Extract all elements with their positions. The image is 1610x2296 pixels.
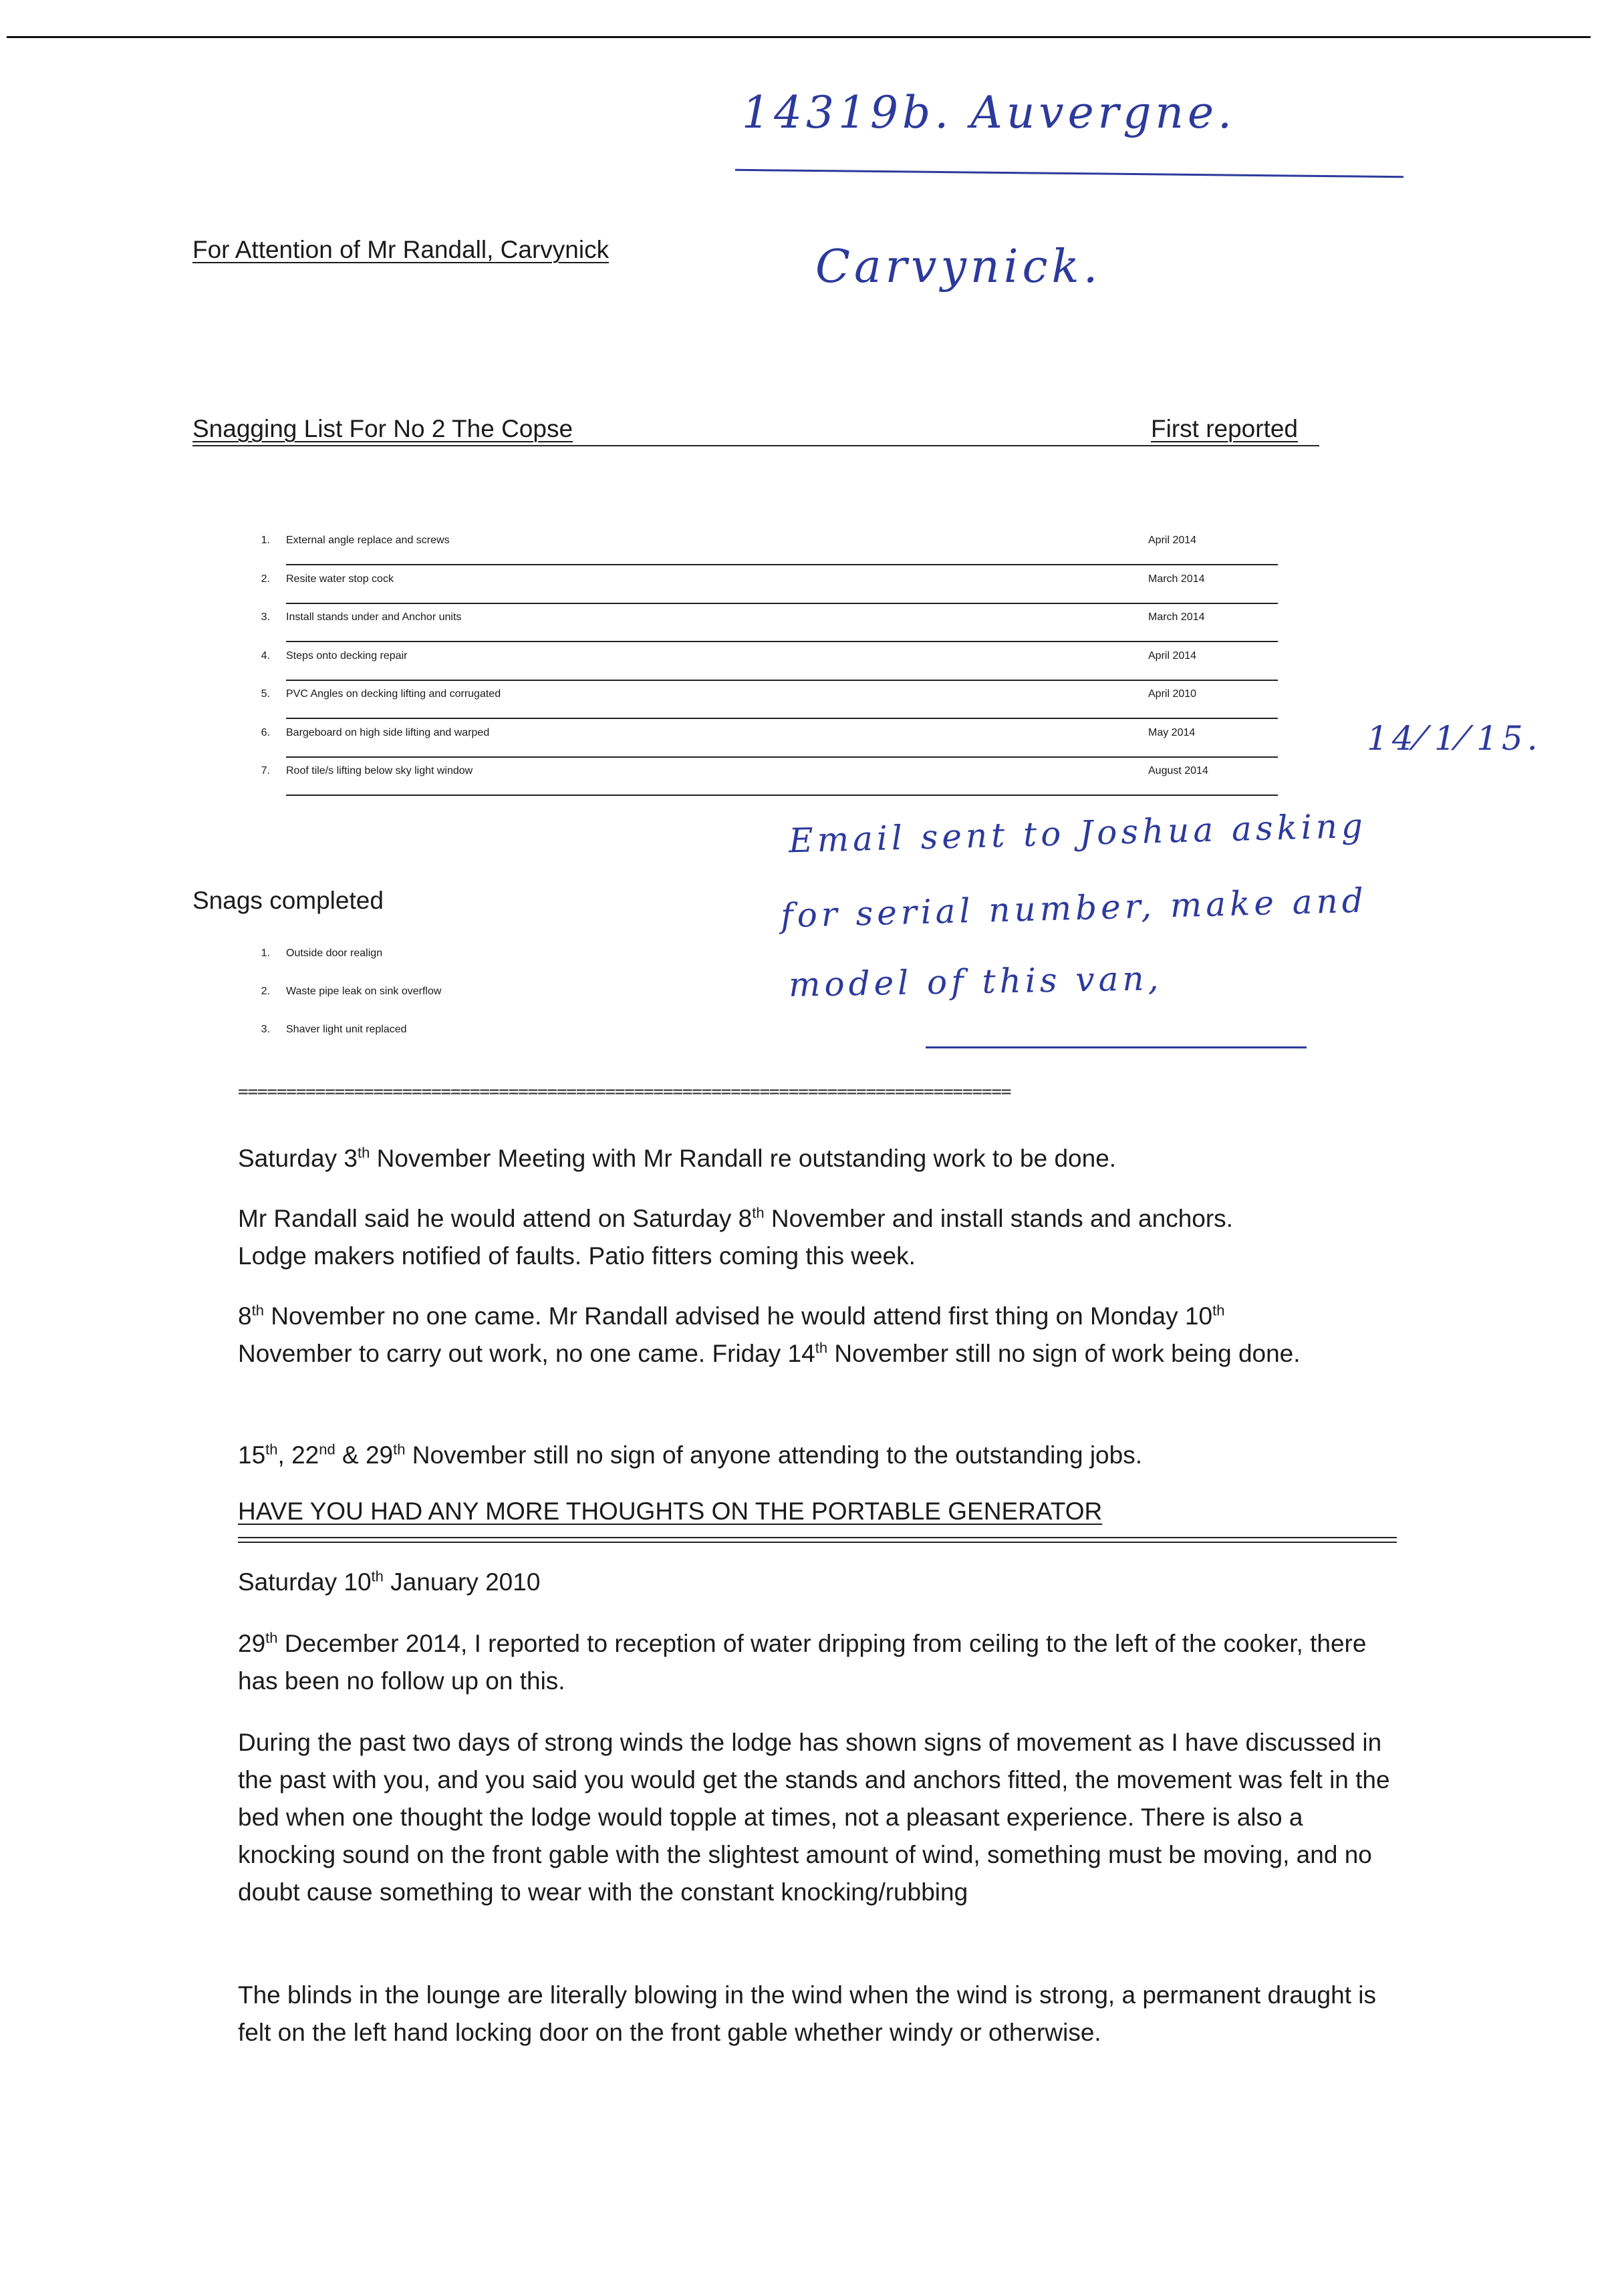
text-run: November to carry out work, no one came. Friday 14 <box>238 1340 815 1367</box>
item-description: Roof tile/s lifting below sky light window <box>286 765 473 776</box>
top-rule <box>7 36 1591 38</box>
item-rule <box>286 756 1278 758</box>
ordinal-suffix: th <box>393 1441 406 1458</box>
text-run: 8 <box>238 1302 252 1330</box>
completed-title: Snags completed <box>192 887 384 914</box>
heading-double-rule-bottom <box>238 1542 1397 1543</box>
text-run: November and install stands and anchors. <box>764 1205 1233 1232</box>
list-item <box>238 573 1374 612</box>
list-item <box>238 986 839 1024</box>
item-number: 1. <box>261 535 270 546</box>
paragraph-november <box>238 1437 1414 1474</box>
ordinal-suffix: th <box>371 1568 384 1585</box>
list-item <box>238 765 1374 804</box>
ordinal-suffix: th <box>815 1339 828 1356</box>
completed-list <box>238 948 839 1062</box>
snag-list <box>238 535 1374 804</box>
list-item <box>238 1024 839 1062</box>
item-rule <box>286 795 1278 796</box>
equals-separator: ================================================================================ <box>238 1084 1011 1100</box>
item-date: May 2014 <box>1148 726 1196 738</box>
text-run: 29 <box>238 1630 266 1657</box>
item-description: Shaver light unit replaced <box>286 1024 407 1035</box>
item-number: 2. <box>261 986 270 997</box>
item-description: PVC Angles on decking lifting and corrugated <box>286 688 501 700</box>
ordinal-suffix: nd <box>319 1441 336 1458</box>
text-run: 15 <box>238 1441 266 1469</box>
list-item <box>238 948 839 986</box>
handwritten-reference: 14319b. Auvergne. <box>742 87 1236 138</box>
handwritten-email-note-line-2: for serial number, make and <box>780 881 1368 936</box>
item-description: Resite water stop cock <box>286 573 394 585</box>
paragraph-attend <box>238 1200 1414 1275</box>
item-date: April 2010 <box>1148 688 1197 700</box>
text-run: & 29 <box>335 1441 394 1469</box>
item-date: August 2014 <box>1148 765 1208 776</box>
text-run: November still no sign of anyone attending to the outstanding jobs. <box>405 1441 1142 1469</box>
ordinal-suffix: th <box>265 1629 278 1646</box>
text-run: , 22 <box>277 1441 319 1469</box>
ordinal-suffix: th <box>251 1302 264 1319</box>
ordinal-suffix: th <box>1212 1302 1225 1319</box>
handwritten-email-note-line-1: Email sent to Joshua asking <box>788 806 1367 861</box>
text-run: Saturday 3 <box>238 1145 358 1172</box>
paragraph-meeting <box>238 1140 1414 1177</box>
text-run: January 2010 <box>383 1568 541 1596</box>
list-item <box>238 650 1374 689</box>
paragraph-blinds: The blinds in the lounge are literally blowing in the wind when the wind is strong, a permanent draught is felt on the left hand locking door on the front gable whether windy or otherwise. <box>238 1981 1376 2046</box>
item-description: Steps onto decking repair <box>286 650 408 662</box>
item-rule <box>286 641 1278 642</box>
first-reported-header: First reported <box>1151 415 1299 442</box>
item-description: Bargeboard on high side lifting and warped <box>286 726 490 738</box>
list-item <box>238 535 1374 573</box>
paragraph-strong-winds: During the past two days of strong winds the lodge has shown signs of movement as I have discussed in the past with you, and you said you would get the stands and anchors fitted, the movement was felt in the bed when one thought the lodge would topple at times, not a pleasant experience. There is also a knocking sound on the front gable with the slightest amount of wind, something must be moving, and no doubt cause something to wear with the constant knocking/rubbing <box>238 1729 1390 1906</box>
item-date: March 2014 <box>1148 573 1205 585</box>
handwritten-note-underline <box>926 1046 1307 1048</box>
item-number: 7. <box>261 765 270 776</box>
item-rule <box>286 680 1278 681</box>
ordinal-suffix: th <box>752 1204 765 1222</box>
item-rule <box>286 603 1278 604</box>
handwritten-underline <box>735 169 1403 178</box>
item-number: 5. <box>261 688 270 700</box>
generator-heading: HAVE YOU HAD ANY MORE THOUGHTS ON THE PORTABLE GENERATOR <box>238 1497 1103 1525</box>
item-date: April 2014 <box>1148 535 1197 546</box>
item-number: 3. <box>261 1024 270 1035</box>
item-number: 2. <box>261 573 270 585</box>
snag-list-title: Snagging List For No 2 The Copse <box>192 415 573 442</box>
ordinal-suffix: th <box>357 1144 370 1161</box>
list-item <box>238 727 1374 766</box>
item-number: 1. <box>261 948 270 959</box>
item-number: 4. <box>261 650 270 662</box>
text-run: Saturday 10 <box>238 1568 372 1596</box>
text-run: Mr Randall said he would attend on Saturday 8 <box>238 1205 753 1232</box>
attention-line: For Attention of Mr Randall, Carvynick <box>192 236 610 263</box>
item-rule <box>286 564 1278 565</box>
text-run: December 2014, I reported to reception of water dripping from ceiling to the left of the cooker, there has been no follow up on this. <box>238 1630 1367 1695</box>
handwritten-date-note: 14⁄ 1⁄ 15. <box>1367 719 1542 758</box>
item-description: Outside door realign <box>286 948 383 959</box>
paragraph-no-one-came <box>238 1298 1414 1373</box>
snag-header-rule <box>192 445 1319 446</box>
handwritten-carvynick: Carvynick. <box>815 241 1102 293</box>
heading-double-rule-top <box>238 1537 1397 1538</box>
item-date: March 2014 <box>1148 611 1205 623</box>
text-run: Lodge makers notified of faults. Patio fitters coming this week. <box>238 1242 916 1270</box>
text-run: November still no sign of work being done. <box>827 1340 1301 1367</box>
ordinal-suffix: th <box>265 1441 278 1458</box>
item-description: Install stands under and Anchor units <box>286 611 462 623</box>
paragraph-date <box>238 1564 1414 1601</box>
list-item <box>238 688 1374 727</box>
item-description: External angle replace and screws <box>286 535 450 546</box>
handwritten-email-note-line-3: model of this van, <box>788 959 1163 1004</box>
paragraph-water-dripping <box>238 1625 1401 1700</box>
item-number: 3. <box>261 611 270 623</box>
text-run: November no one came. Mr Randall advised he would attend first thing on Monday 10 <box>263 1302 1213 1330</box>
item-rule <box>286 718 1278 719</box>
item-date: April 2014 <box>1148 650 1197 662</box>
list-item <box>238 611 1374 650</box>
item-number: 6. <box>261 726 270 738</box>
item-description: Waste pipe leak on sink overflow <box>286 986 442 997</box>
text-run: November Meeting with Mr Randall re outstanding work to be done. <box>370 1145 1117 1172</box>
